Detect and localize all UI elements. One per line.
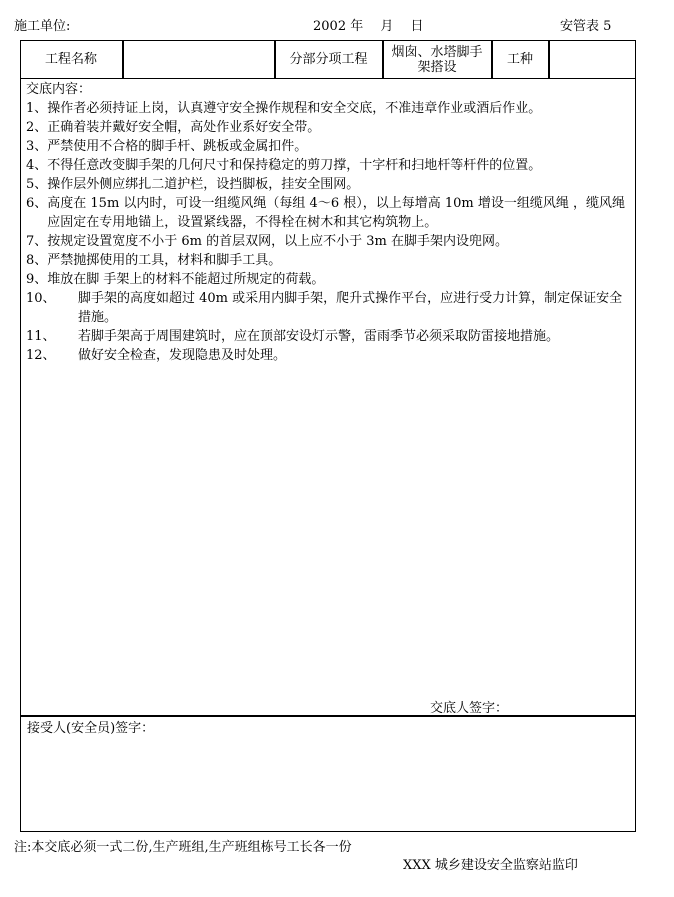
- construction-unit-label: 施工单位:: [14, 19, 71, 34]
- item-number: 6、: [26, 196, 48, 211]
- form-number: 安管表 5: [560, 19, 612, 34]
- list-item: [26, 270, 634, 289]
- disclosure-content: [26, 80, 634, 365]
- trade-value[interactable]: [549, 40, 636, 79]
- item-number: 12、: [26, 348, 56, 363]
- item-number: 5、: [26, 177, 48, 192]
- project-name-value[interactable]: [123, 40, 274, 79]
- item-text: 高度在 15m 以内时，可设一组缆风绳（每组 4～6 根），以上每增高 10m 增设一组缆风绳 ，缆风绳应固定在专用地锚上，设置紧线器，不得栓在树木和其它构筑物上。: [47, 196, 625, 230]
- receiver-signature-label: 接受人(安全员)签字：: [27, 721, 155, 736]
- list-item: [26, 156, 634, 175]
- item-text: 严禁使用不合格的脚手杆、跳板或金属扣件。: [47, 139, 308, 154]
- item-number: 10、: [26, 291, 56, 306]
- list-item: [26, 346, 634, 365]
- list-item: [26, 289, 634, 327]
- item-number: 4、: [26, 158, 48, 173]
- sub-project-value: 烟囱、水塔脚手架搭设: [391, 44, 483, 75]
- item-text: 操作层外侧应绑扎二道护栏，设挡脚板，挂安全围网。: [47, 177, 360, 192]
- list-item: [26, 175, 634, 194]
- col-divider-3: [382, 40, 384, 79]
- project-name-label: 工程名称: [44, 52, 97, 67]
- date-field: 2002 年 月 日: [313, 19, 424, 34]
- disclosure-items-list: [26, 99, 634, 365]
- item-number: 8、: [26, 253, 48, 268]
- item-text: 严禁抛掷使用的工具，材料和脚手工具。: [47, 253, 282, 268]
- sub-project-label: 分部分项工程: [289, 52, 368, 67]
- item-number: 7、: [26, 234, 48, 249]
- list-item: [26, 99, 634, 118]
- footer-note: 注:本交底必须一式二份,生产班组,生产班组栋号工长各一份: [14, 840, 352, 855]
- list-item: [26, 251, 634, 270]
- list-item: [26, 232, 634, 251]
- supervision-seal-text: XXX 城乡建设安全监察站监印: [403, 858, 578, 873]
- item-number: 9、: [26, 272, 48, 287]
- item-text: 若脚手架高于周围建筑时，应在顶部安设灯示警，雷雨季节必须采取防雷接地措施。: [78, 329, 560, 344]
- item-text: 正确着装并戴好安全帽，高处作业系好安全带。: [47, 120, 321, 135]
- list-item: [26, 194, 634, 232]
- item-text: 脚手架的高度如超过 40m 或采用内脚手架，爬升式操作平台，应进行受力计算，制定保证安全措施。: [78, 291, 623, 325]
- item-number: 1、: [26, 101, 48, 116]
- item-text: 操作者必须持证上岗，认真遵守安全操作规程和安全交底，不准违章作业或酒后作业。: [47, 101, 542, 116]
- trade-label: 工种: [506, 52, 533, 67]
- content-title: 交底内容：: [26, 82, 92, 97]
- item-text: 堆放在脚 手架上的材料不能超过所规定的荷载。: [47, 272, 325, 287]
- item-number: 11、: [26, 329, 56, 344]
- list-item: [26, 118, 634, 137]
- item-number: 3、: [26, 139, 48, 154]
- item-number: 2、: [26, 120, 48, 135]
- item-text: 不得任意改变脚手架的几何尺寸和保持稳定的剪刀撑，十字杆和扫地杆等杆件的位置。: [47, 158, 542, 173]
- list-item: [26, 327, 634, 346]
- discloser-signature-label: 交底人签字：: [430, 701, 509, 716]
- item-text: 做好安全检查，发现隐患及时处理。: [78, 348, 287, 363]
- item-text: 按规定设置宽度不小于 6m 的首层双网，以上应不小于 3m 在脚手架内设兜网。: [47, 234, 509, 249]
- list-item: [26, 137, 634, 156]
